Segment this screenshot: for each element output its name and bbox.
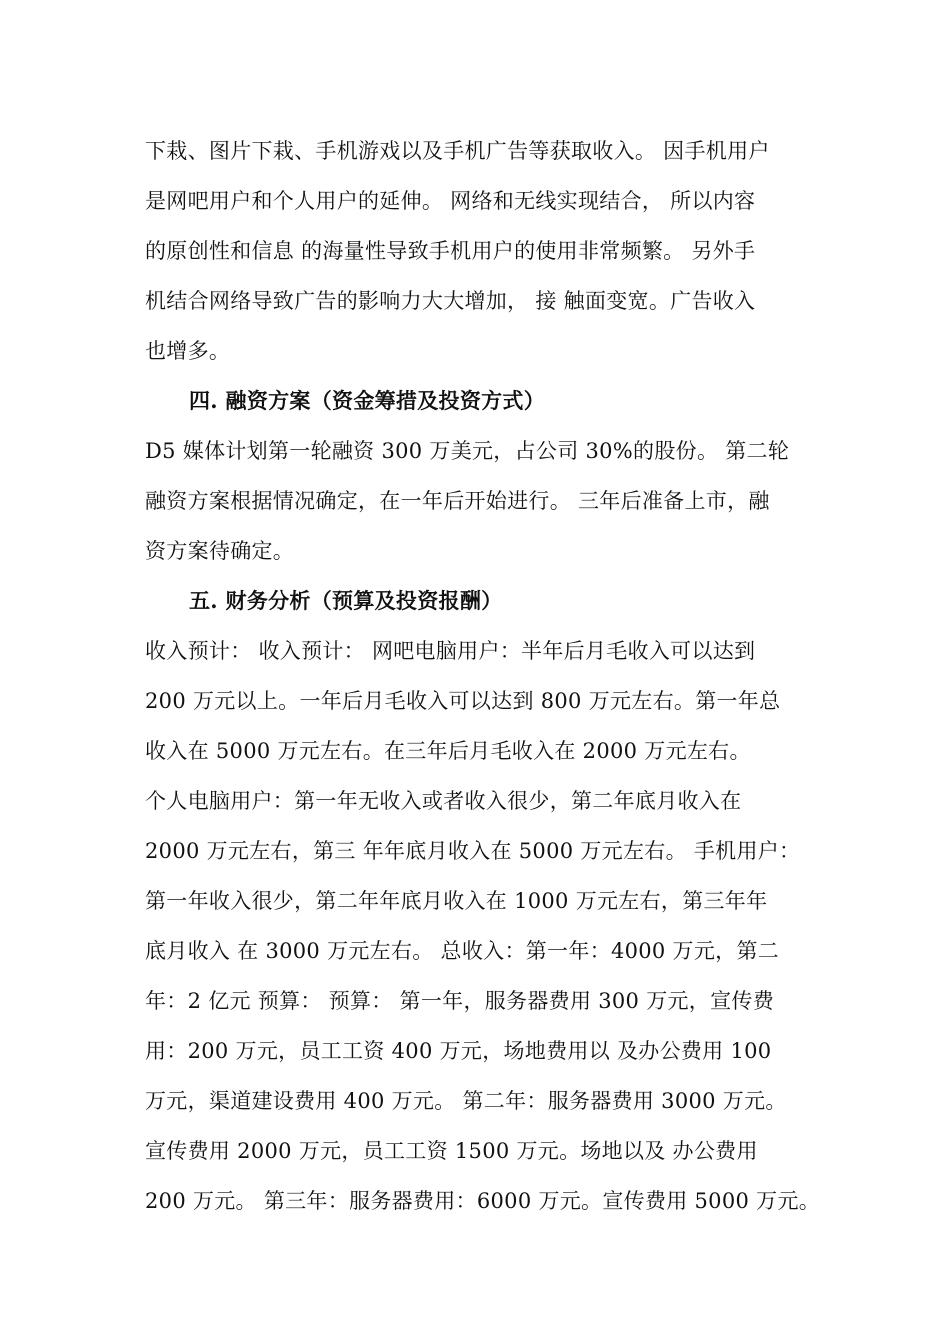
paragraph-line: 2000 万元左右，第三 年年底月收入在 5000 万元左右。 手机用户： [145, 839, 801, 863]
paragraph-line: 是网吧用户和个人用户的延伸。 网络和无线实现结合， 所以内容 [145, 189, 756, 213]
paragraph-line: 机结合网络导致广告的影响力大大增加， 接 触面变宽。广告收入 [145, 289, 756, 313]
paragraph-line: D5 媒体计划第一轮融资 300 万美元，占公司 30%的股份。 第二轮 [145, 439, 790, 463]
paragraph-line: 200 万元。 第三年：服务器费用：6000 万元。宣传费用 5000 万元。 [145, 1189, 821, 1213]
section-heading: 五. 财务分析（预算及投资报酬） [189, 588, 503, 613]
paragraph-line: 宣传费用 2000 万元，员工工资 1500 万元。场地以及 办公费用 [145, 1139, 758, 1163]
paragraph-line: 底月收入 在 3000 万元左右。 总收入：第一年：4000 万元，第二 [145, 939, 780, 963]
paragraph-line: 也增多。 [145, 339, 231, 363]
document-body [145, 126, 825, 1226]
paragraph-line: 第一年收入很少，第二年年底月收入在 1000 万元左右，第三年年 [145, 889, 768, 913]
paragraph-line: 万元，渠道建设费用 400 万元。 第二年：服务器费用 3000 万元。 [145, 1089, 787, 1113]
paragraph-line: 200 万元以上。一年后月毛收入可以达到 800 万元左右。第一年总 [145, 689, 781, 713]
paragraph-line: 用：200 万元，员工工资 400 万元，场地费用以 及办公费用 100 [145, 1039, 772, 1063]
paragraph-line: 收入在 5000 万元左右。在三年后月毛收入在 2000 万元左右。 [145, 739, 751, 763]
paragraph-line: 下栽、图片下栽、手机游戏以及手机广告等获取收入。 因手机用户 [145, 139, 770, 163]
paragraph-line: 收入预计： 收入预计： 网吧电脑用户：半年后月毛收入可以达到 [145, 639, 756, 663]
paragraph-line: 资方案待确定。 [145, 539, 295, 563]
paragraph-line: 个人电脑用户：第一年无收入或者收入很少，第二年底月收入在 [145, 789, 742, 813]
section-heading: 四. 融资方案（资金筹措及投资方式） [189, 388, 546, 413]
paragraph-line: 年：2 亿元 预算： 预算： 第一年，服务器费用 300 万元，宣传费 [145, 989, 774, 1013]
paragraph-line: 的原创性和信息 的海量性导致手机用户的使用非常频繁。 另外手 [145, 239, 756, 263]
paragraph-line: 融资方案根据情况确定，在一年后开始进行。 三年后准备上市，融 [145, 489, 770, 513]
